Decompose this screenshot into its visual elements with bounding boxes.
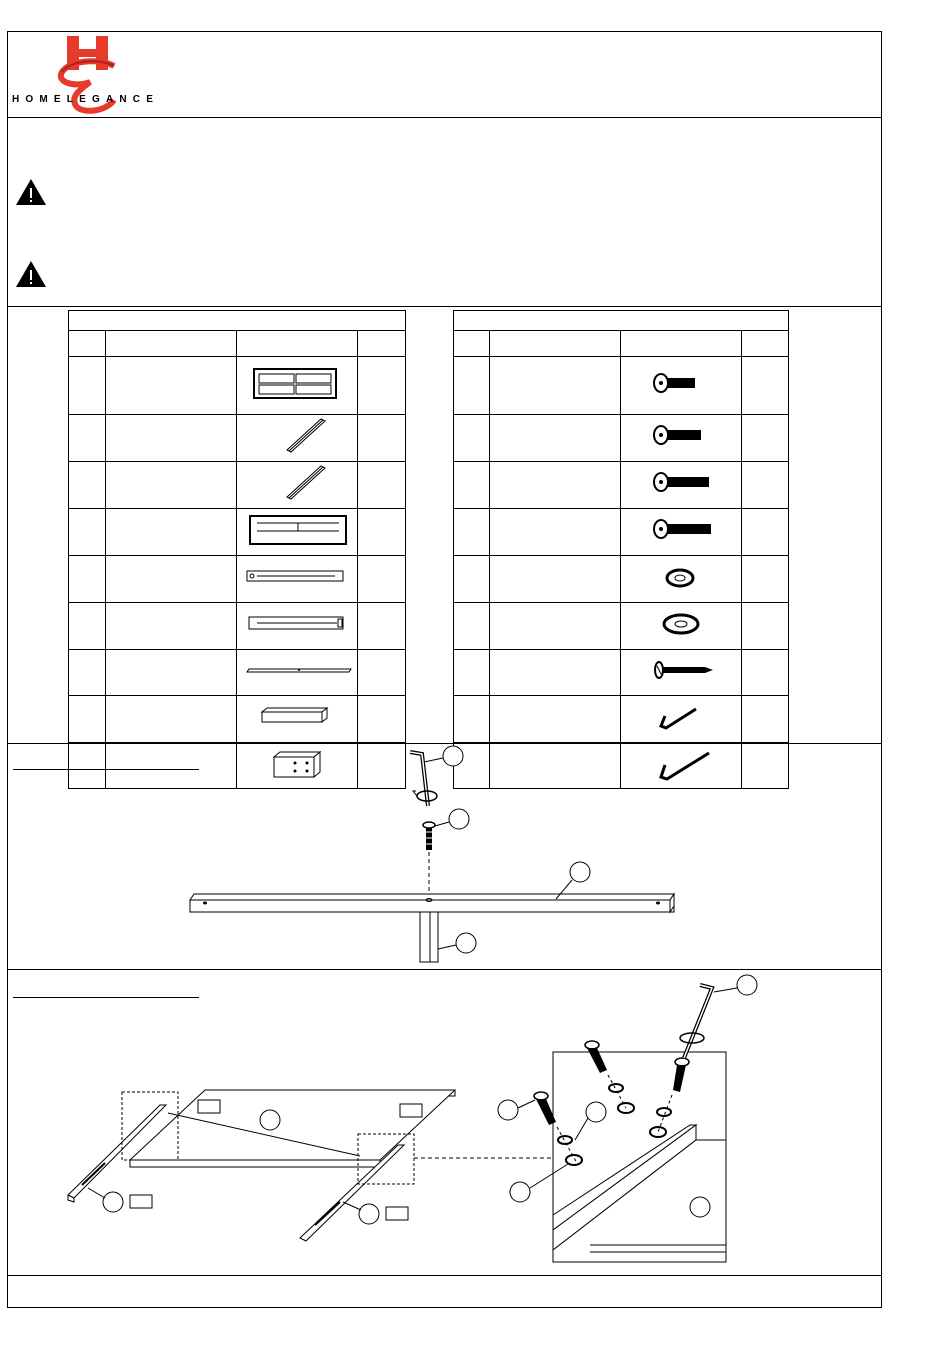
step2-diagram bbox=[60, 970, 760, 1270]
divider bbox=[7, 117, 882, 118]
table-title-cell bbox=[454, 311, 789, 331]
long-rail-illustration bbox=[237, 603, 358, 650]
parts-table bbox=[68, 310, 406, 789]
long-bolt-illustration bbox=[621, 509, 742, 556]
drawer-front-illustration bbox=[237, 509, 358, 556]
long-bolt-illustration bbox=[621, 462, 742, 509]
panel-with-drawers-illustration bbox=[237, 357, 358, 415]
warning-triangle-icon bbox=[14, 177, 48, 207]
wordmark: HOMELEGANCE bbox=[12, 94, 160, 105]
medium-bolt-illustration bbox=[621, 415, 742, 462]
warning-triangle-icon bbox=[14, 259, 48, 289]
slide-rail-illustration bbox=[237, 462, 358, 509]
bolt-icon bbox=[423, 822, 435, 850]
long-rail-illustration bbox=[237, 556, 358, 603]
step1-heading-underline bbox=[13, 769, 199, 770]
leg-icon bbox=[420, 912, 438, 962]
small-allen-key-illustration bbox=[621, 696, 742, 743]
divider bbox=[7, 306, 882, 307]
flat-washer-illustration bbox=[621, 603, 742, 650]
allen-key-icon bbox=[680, 985, 712, 1058]
step1-diagram bbox=[180, 744, 690, 968]
header-cell bbox=[237, 331, 358, 357]
divider bbox=[7, 1275, 882, 1276]
slide-rail-illustration bbox=[237, 415, 358, 462]
header-cell bbox=[358, 331, 406, 357]
header-cell bbox=[69, 331, 106, 357]
short-bolt-illustration bbox=[621, 357, 742, 415]
header-cell bbox=[106, 331, 237, 357]
thin-strip-illustration bbox=[237, 650, 358, 696]
hardware-table bbox=[453, 310, 789, 789]
rail-icon bbox=[190, 894, 674, 912]
wood-screw-illustration bbox=[621, 650, 742, 696]
panel-icon bbox=[130, 1090, 455, 1167]
lock-washer-illustration bbox=[621, 556, 742, 603]
block-illustration bbox=[237, 696, 358, 743]
table-title-cell bbox=[69, 311, 406, 331]
